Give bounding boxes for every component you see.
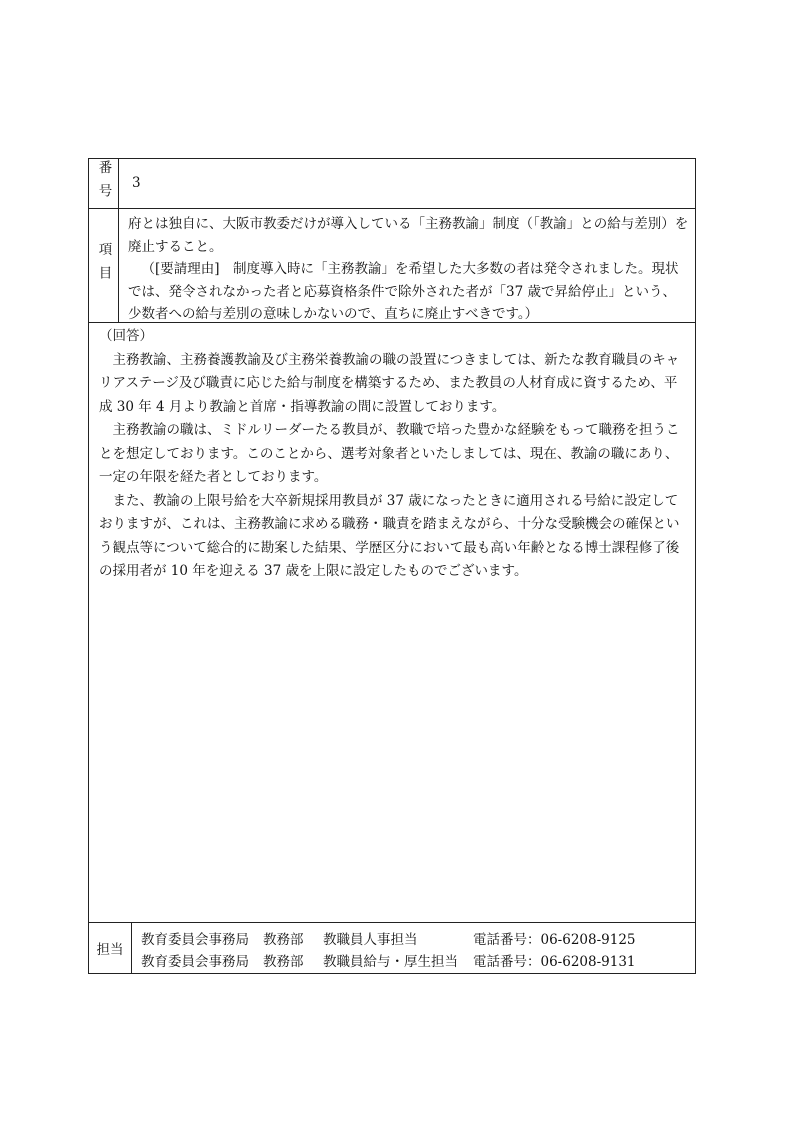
- answer-body: [99, 323, 687, 584]
- staff-org: 教育委員会事務局: [141, 954, 249, 970]
- staff-contact: [141, 951, 695, 973]
- staff-row: [89, 923, 695, 973]
- item-row: [89, 209, 695, 323]
- item-reason: （[要請理由] 制度導入時に「主務教諭」を希望した大多数の者は発令されました。現状では、発令されなかった者と応募資格条件で除外された者が「37 歳で昇給停止」という、少数者への給与差別の意味しかないので、直ちに廃止すべきです。）: [128, 261, 679, 322]
- staff-contact: [141, 929, 695, 951]
- staff-label: 担当: [89, 923, 132, 973]
- staff-phone: 電話番号：06-6208-9125: [473, 932, 636, 948]
- number-row: [89, 159, 695, 209]
- staff-section: 教職員給与・厚生担当: [323, 954, 458, 970]
- staff-dept: 教務部: [263, 954, 304, 970]
- number-label: 番号: [89, 159, 119, 208]
- staff-cell: [131, 923, 695, 973]
- number-value: 3: [132, 175, 141, 191]
- staff-dept: 教務部: [263, 932, 304, 948]
- staff-org: 教育委員会事務局: [141, 932, 249, 948]
- item-request: 府とは独自に、大阪市教委だけが導入している「主務教諭」制度（「教諭」との給与差別）を廃止すること。: [128, 216, 689, 255]
- answer-heading: （回答）: [99, 328, 153, 344]
- staff-phone: 電話番号：06-6208-9131: [473, 954, 636, 970]
- answer-paragraph: 主務教諭の職は、ミドルリーダーたる教員が、教職で培った豊かな経験をもって職務を担うことを想定しております。このことから、選考対象者といたしましては、現在、教諭の職にあり、一定の年限を経た者としております。: [99, 422, 680, 485]
- number-cell: [118, 159, 695, 208]
- answer-paragraph: 主務教諭、主務養護教諭及び主務栄養教諭の職の設置につきましては、新たな教育職員のキャリアステージ及び職責に応じた給与制度を構築するため、また教員の人材育成に資するため、平成 30 年 4 月より教諭と首席・指導教諭の間に設置しております。: [99, 351, 680, 415]
- item-label: 項目: [89, 209, 119, 322]
- staff-section: 教職員人事担当: [323, 932, 418, 948]
- request-answer-sheet: [88, 158, 696, 974]
- answer-paragraph: また、教諭の上限号給を大卒新規採用教員が 37 歳になったときに適用される号給に設定しておりますが、これは、主務教諭に求める職務・職責を踏まえながら、十分な受験機会の確保という観点等について総合的に勘案した結果、学歴区分において最も高い年齢となる博士課程修了後の採用者が 10 年を迎える 37 歳を上限に設定したものでございます。: [99, 492, 680, 579]
- item-cell: [118, 209, 695, 322]
- answer-row: [89, 323, 695, 923]
